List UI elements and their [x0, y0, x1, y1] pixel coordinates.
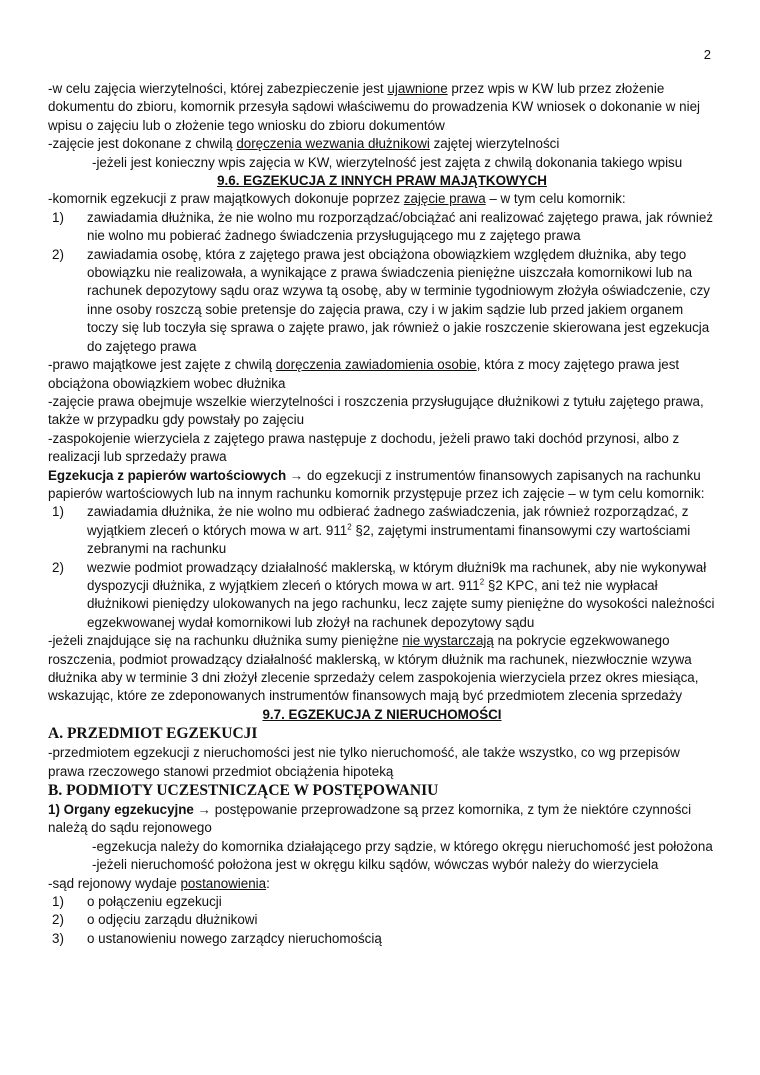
list-court-decisions	[48, 893, 716, 948]
paragraph-bailiff-court: -egzekucja należy do komornika działającego przy sądzie, w którego okręgu nieruchomość jest położona	[92, 838, 713, 854]
list-item: 2) zawiadamia osobę, która z zajętego prawa jest obciążona obowiązkiem względem dłużnika, aby tego obowiązku nie realizowała, a wynikające z prawa świadczenia pieniężne uiszczała komornikowi lub na rachunek depozytowy sądu oraz wzywa tą osobę, aby w terminie tygodniowym złożyła oświadczenie, czy inne osoby roszczą sobie pretensje do zajęcia prawa, czy i w jakim sądzie lub przed jakiem organem toczy się lub toczyła się sprawa o zajęte prawo, jak również o jakie roszczenie skierowana jest egzekucja do zajętego prawa	[52, 246, 710, 354]
paragraph-enforcement-bodies: 1) Organy egzekucyjne → postępowanie przeprowadzone są przez komornika, z tym że niektóre czynności należą do sądu rejonowego	[48, 802, 692, 836]
subheading-a: A. PRZEDMIOT EGZEKUCJI	[48, 725, 258, 743]
paragraph-seizure-moment: -zajęcie jest dokonane z chwilą doręczenia wezwania dłużnikowi zajętej wierzytelności	[48, 136, 560, 152]
list-securities-actions	[48, 503, 716, 632]
section-heading-9-6: 9.6. EGZEKUCJA Z INNYCH PRAW MAJĄTKOWYCH	[217, 173, 547, 189]
paragraph-court-decisions: -sąd rejonowy wydaje postanowienia:	[48, 875, 270, 891]
page-number: 2	[703, 47, 711, 62]
list-item: 2) wezwie podmiot prowadzący działalność maklerską, w którym dłużni9k ma rachunek, aby nie wykonywał dyspozycji dłużnika, z wyjątkiem zleceń o których mowa w art. $911^2$ §2 KPC, ani też nie wypłacał dłużnikowi pieniędzy ulokowanych na jego rachunku, lecz zajęte sumy pieniężne do wysokości należności egzekwowanej wydał komornikowi lub złożył na rachunek depozytowy sądu	[52, 559, 715, 630]
paragraph-securities: Egzekucja z papierów wartościowych → do egzekucji z instrumentów finansowych zapisanych na rachunku papierów wartościowych lub na innym rachunku komornik przystępuje przez ich zajęcie – w tym celu komornik:	[48, 467, 705, 501]
paragraph-right-seized: -prawo majątkowe jest zajęte z chwilą doręczenia zawiadomienia osobie, która z mocy zajętego prawa jest obciążona obowiązkiem wobec dłużnika	[48, 357, 680, 391]
subheading-b: B. PODMIOTY UCZESTNICZĄCE W POSTĘPOWANIU	[48, 782, 439, 800]
page-content	[48, 80, 716, 948]
list-item: 3) o ustanowieniu nowego zarządcy nieruchomością	[52, 930, 382, 946]
paragraph-property-rights: -komornik egzekucji z praw majątkowych dokonuje poprzez zajęcie prawa – w tym celu komornik:	[48, 191, 626, 207]
paragraph-kw-entry: -jeżeli jest konieczny wpis zajęcia w KW, wierzytelność jest zajęta z chwilą dokonania takiego wpisu	[92, 154, 683, 170]
arrow-right-icon: →	[193, 802, 215, 818]
list-item: 2) o odjęciu zarządu dłużnikowi	[52, 912, 258, 928]
list-bailiff-actions	[48, 209, 716, 356]
paragraph-several-courts: -jeżeli nieruchomość położona jest w okręgu kilku sądów, wówczas wybór należy do wierzyciela	[92, 857, 659, 873]
paragraph-subject-of-enforcement: -przedmiotem egzekucji z nieruchomości jest nie tylko nieruchomość, ale także wszystko, co wg przepisów prawa rzeczowego stanowi przedmiot obciążenia hipoteką	[48, 745, 680, 779]
list-item: 1) zawiadamia dłużnika, że nie wolno mu rozporządzać/obciążać ani realizować zajętego prawa, jak również nie wolno mu pobierać żadnego świadczenia przysługującego mu z zajętego prawa	[52, 209, 713, 244]
list-item: 1) o połączeniu egzekucji	[52, 894, 222, 910]
section-heading-9-7: 9.7. EGZEKUCJA Z NIERUCHOMOŚCI	[262, 706, 502, 722]
list-item: 1) zawiadamia dłużnika, że nie wolno mu odbierać żadnego zaświadczenia, jak również rozporządzać, z wyjątkiem zleceń o których mowa w art. $911^2$ §2, zajętymi instrumentami finansowymi czy wartościami zebranymi na rachunku	[52, 504, 691, 557]
paragraph-creditor-satisfaction: -zaspokojenie wierzyciela z zajętego prawa następuje z dochodu, jeżeli prawo taki dochód przynosi, albo z realizacji lub sprzedaży prawa	[48, 430, 680, 465]
arrow-right-icon: →	[286, 467, 307, 483]
paragraph-insufficient-funds: -jeżeli znajdujące się na rachunku dłużnika sumy pieniężne nie wystarczają na pokrycie egzekwowanego roszczenia, podmiot prowadzący działalność maklerską, w którym dłużnik ma rachunek, niezwłocznie wzywa dłużnika aby w terminie 3 dni złożył zlecenie sprzedaży celem zaspokojenia wierzyciela przez okres miesiąca, wskazując, które ze zdeponowanych instrumentów finansowych mają być przedmiotem zlecenia sprzedaży	[48, 633, 699, 704]
paragraph-registry-seizure: -w celu zajęcia wierzytelności, której zabezpieczenie jest ujawnione przez wpis w KW lub przez złożenie dokumentu do zbioru, komornik przesyła sądowi właściwemu do prowadzenia KW wniosek o dokonanie w niej wpisu o zajęciu lub o złożenie tego wniosku do zbioru dokumentów	[48, 81, 701, 133]
paragraph-seizure-scope: -zajęcie prawa obejmuje wszelkie wierzytelności i roszczenia przysługujące dłużnikowi z tytułu zajętego prawa, także w przypadku gdy powstały po zajęciu	[48, 393, 704, 428]
